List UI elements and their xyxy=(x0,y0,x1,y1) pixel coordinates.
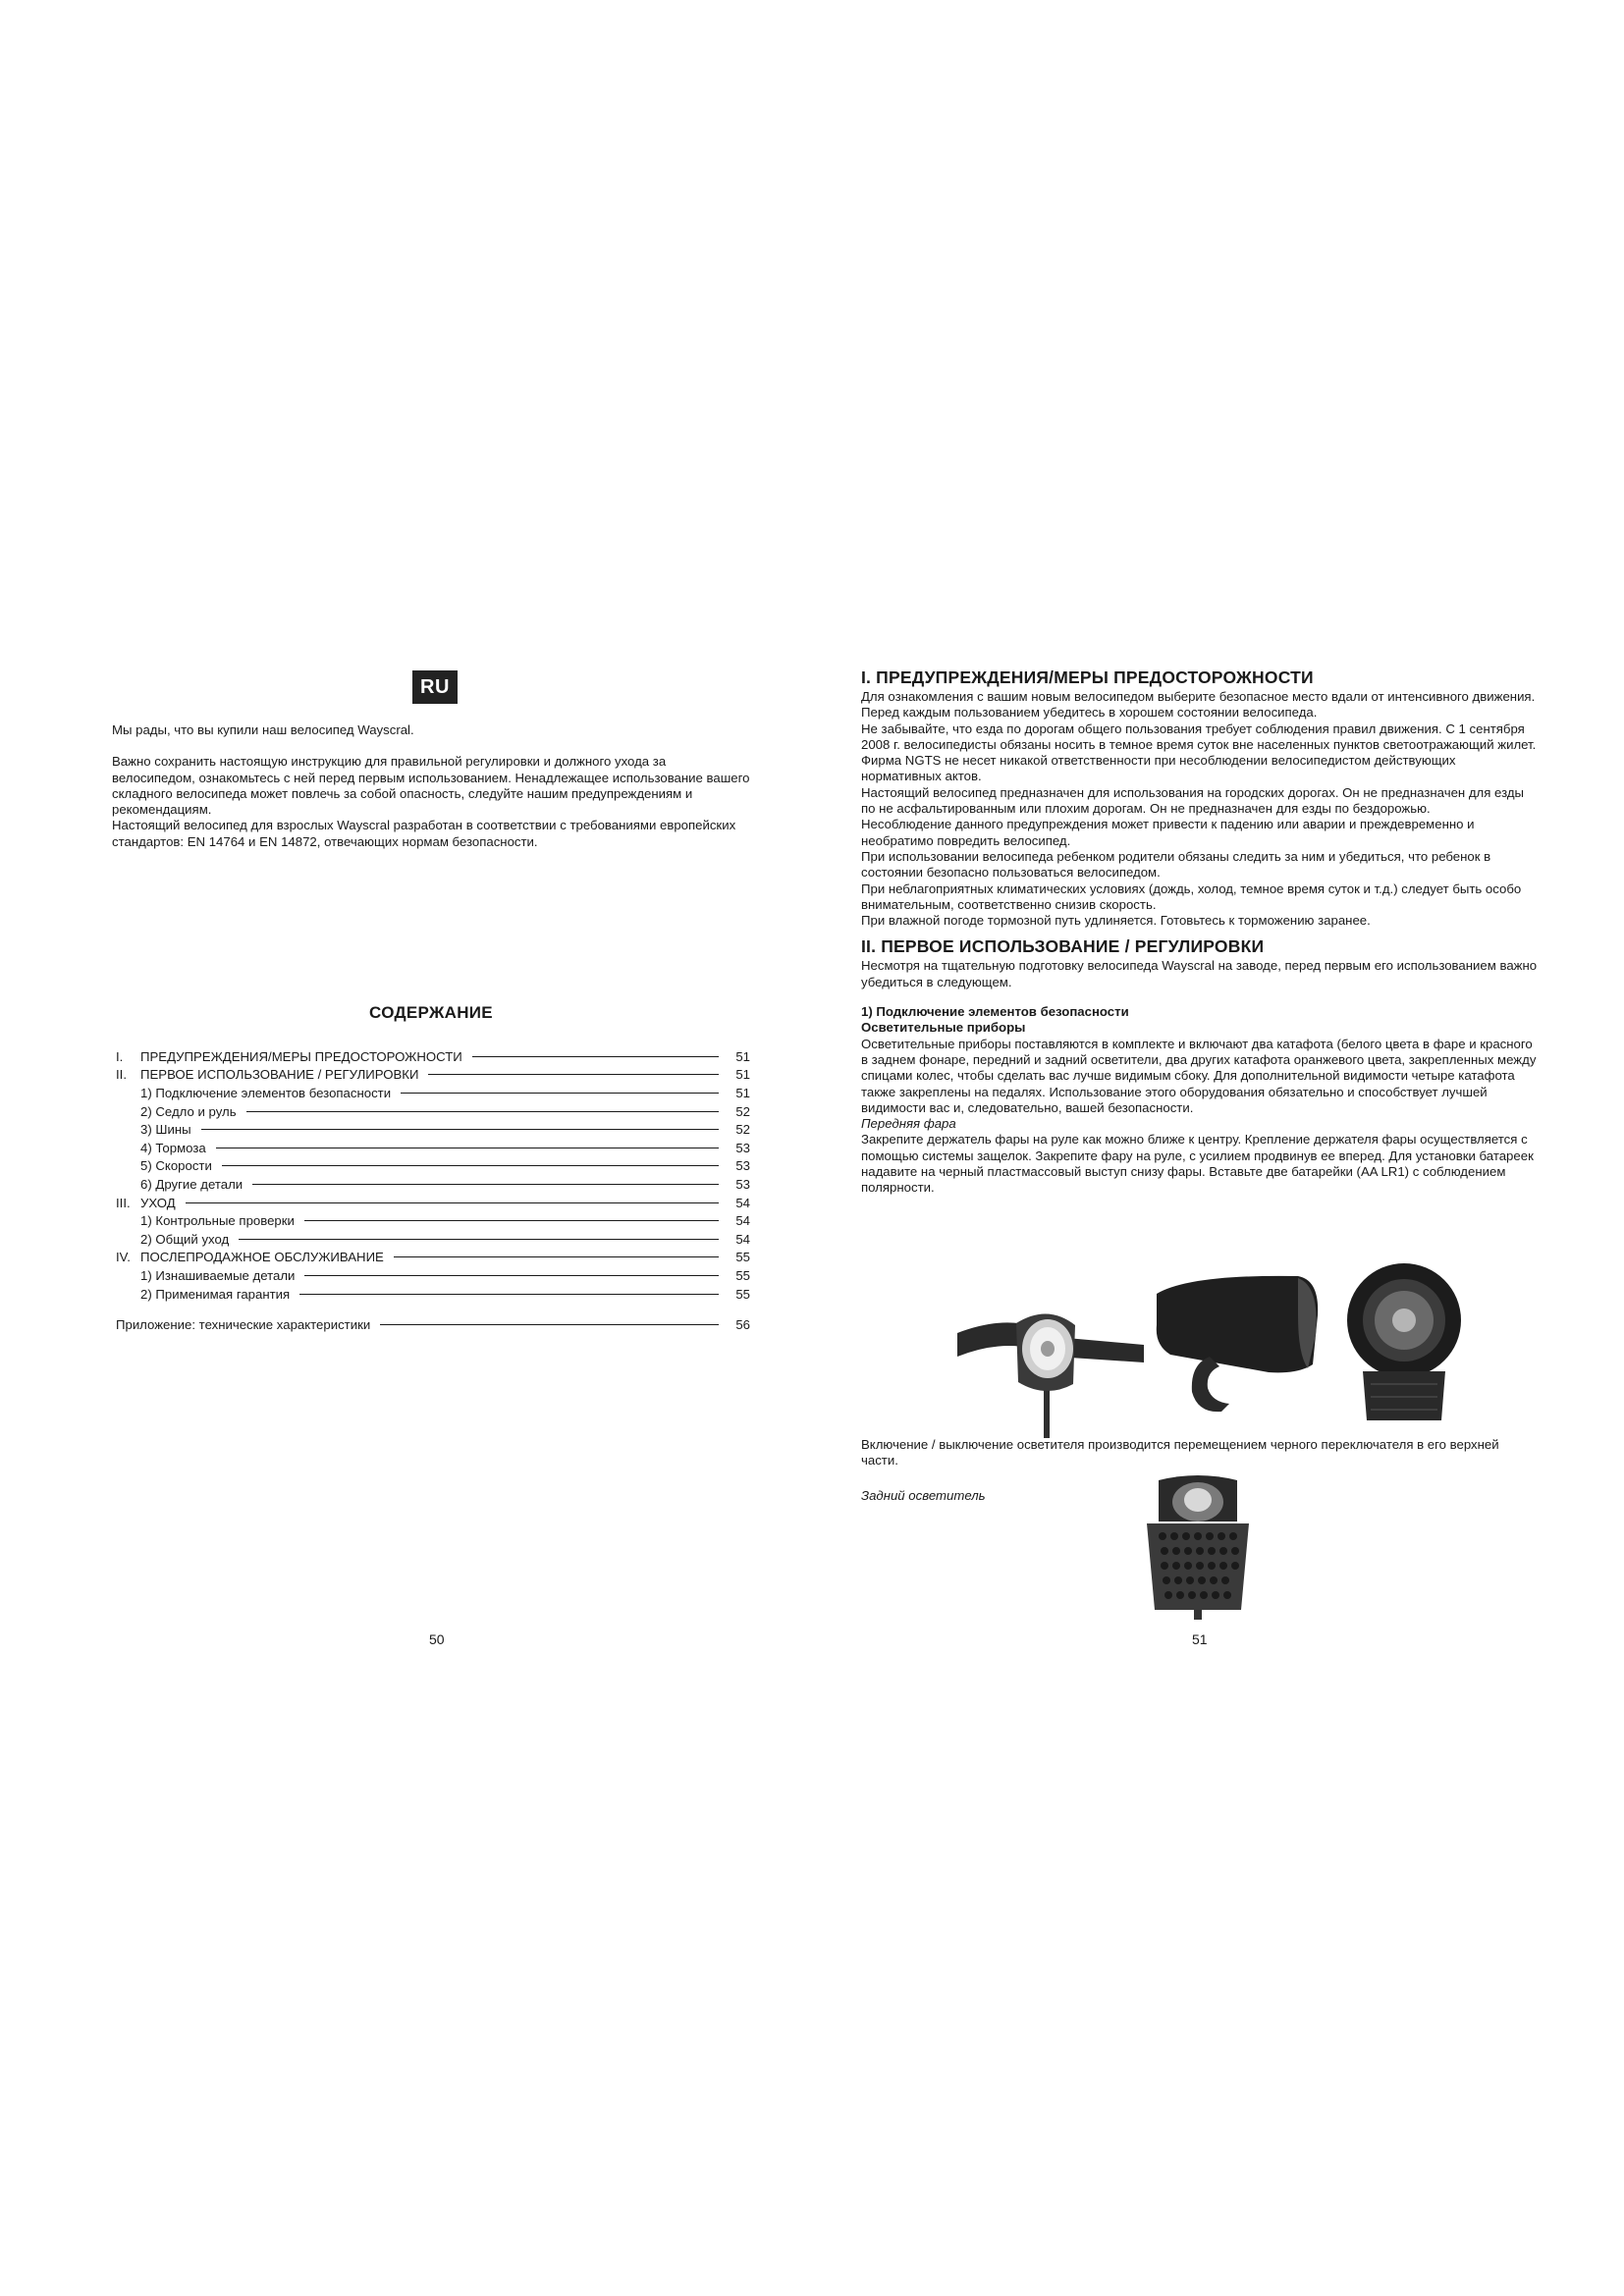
toc-entry-page: 53 xyxy=(735,1140,750,1155)
toc-entry-number: II. xyxy=(116,1067,127,1083)
toc-entry xyxy=(116,1249,750,1267)
body-paragraph: Осветительные приборы поставляются в комплекте и включают два катафота (белого цвета в фаре и красного в заднем фонаре, передний и задний осветители, два других катафота оранжевого цвета, закрепленных между спицами колес, чтобы сделать вас лучше видимым сбоку. Для дополнительной видимости четыре катафота также закреплены на педалях. Использование этого оборудования обязательно и способствует лучшей видимости вас и, следовательно, вашей безопасности. xyxy=(861,1036,1537,1115)
toc-entry-page: 54 xyxy=(735,1195,750,1210)
toc-leader-line xyxy=(252,1184,719,1185)
toc-entry xyxy=(116,1084,750,1102)
toc-entry-label: УХОД xyxy=(140,1195,176,1210)
toc-entry xyxy=(116,1120,750,1139)
intro-text xyxy=(112,722,750,850)
toc-leader-line xyxy=(428,1074,719,1075)
body-paragraph: Не забывайте, что езда по дорогам общего пользования требует соблюдения правил движения. С 1 сентября 2008 г. велосипедисты обязаны носить в темное время суток вне населенных пунктов светоотражающий жилет. Фирма NGTS не несет никакой ответственности при несоблюдении велосипедистом действующих нормативных актов. xyxy=(861,721,1537,784)
front-light-photo-front xyxy=(1335,1261,1473,1433)
switch-caption: Включение / выключение осветителя производится перемещением черного переключателя в его верхней части. xyxy=(861,1437,1499,1468)
toc-entry-label: 2) Седло и руль xyxy=(140,1103,237,1119)
body-paragraph: Несоблюдение данного предупреждения может привести к падению или аварии и преждевременно и необратимо повредить велосипед. xyxy=(861,817,1475,848)
toc-entry-page: 51 xyxy=(735,1067,750,1083)
toc-entry-label: 6) Другие детали xyxy=(140,1176,244,1192)
toc-leader-line xyxy=(246,1111,719,1112)
toc-leader-line xyxy=(472,1056,719,1057)
toc-entry xyxy=(116,1175,750,1194)
body-paragraph: Перед каждым пользованием убедитесь в хорошем состоянии велосипеда. xyxy=(861,705,1318,721)
toc-entry-label: 2) Общий уход xyxy=(140,1231,230,1247)
page-number: 51 xyxy=(1192,1631,1208,1647)
toc-entry-page: 55 xyxy=(735,1267,750,1283)
toc-entry-label: 3) Шины xyxy=(140,1122,191,1138)
body-paragraph: При использовании велосипеда ребенком родители обязаны следить за ним и убедиться, что ребенок в состоянии безопасно пользоваться велосипедом. xyxy=(861,848,1491,881)
toc-leader-line xyxy=(380,1324,719,1325)
toc-entry-label: 1) Контрольные проверки xyxy=(140,1213,295,1229)
toc-entry-label: 1) Изнашиваемые детали xyxy=(140,1267,296,1283)
front-light-label: Передняя фара xyxy=(861,1116,956,1132)
toc-leader-line xyxy=(201,1129,719,1130)
body-paragraph: Несмотря на тщательную подготовку велосипеда Wayscral на заводе, перед первым его использованием важно убедиться в следующем. xyxy=(861,958,1538,989)
toc-entry-label: 5) Скорости xyxy=(140,1158,212,1174)
toc-entry-page: 55 xyxy=(735,1286,750,1302)
toc-leader-line xyxy=(304,1220,719,1221)
toc-leader-line xyxy=(304,1275,719,1276)
body-paragraph: При влажной погоде тормозной путь удлиняется. Готовьтесь к торможению заранее. xyxy=(861,913,1371,929)
toc-entry-page: 53 xyxy=(735,1176,750,1192)
toc-entry xyxy=(116,1066,750,1085)
body-paragraph: Закрепите держатель фары на руле как можно ближе к центру. Крепление держателя фары осуществляется с помощью системы защелок. Закрепите фару на руле, с усилием продвинув ее вперед. Для установки батареек надавите на черный пластмассовый выступ снизу фары. Вставьте две батарейки (AA LR1) с соблюдением полярности. xyxy=(861,1132,1534,1196)
toc-entry-label: 2) Применимая гарантия xyxy=(140,1286,291,1302)
toc-entry xyxy=(116,1211,750,1230)
toc-entry-page: 53 xyxy=(735,1158,750,1174)
toc-entry-page: 55 xyxy=(735,1250,750,1265)
toc-entry xyxy=(116,1230,750,1249)
toc-entry-page: 56 xyxy=(735,1317,750,1333)
toc-entry xyxy=(116,1315,750,1334)
intro-paragraph: Важно сохранить настоящую инструкцию для правильной регулировки и должного ухода за велосипедом, ознакомьтесь с ней перед первым использованием. Ненадлежащее использование вашего складного велосипеда может повлечь за собой опасность, следуйте нашим предупреждениям и рекомендациям. xyxy=(112,754,750,818)
toc-leader-line xyxy=(222,1165,719,1166)
toc-entry xyxy=(116,1102,750,1121)
intro-paragraph: Настоящий велосипед для взрослых Wayscral разработан в соответствии с требованиями европейских стандартов: EN 14764 и EN 14872, отвечающих нормам безопасности. xyxy=(112,818,736,849)
table-of-contents xyxy=(116,1047,750,1334)
toc-entry xyxy=(116,1047,750,1066)
toc-entry-label: ПОСЛЕПРОДАЖНОЕ ОБСЛУЖИВАНИЕ xyxy=(140,1250,384,1265)
toc-leader-line xyxy=(394,1256,719,1257)
page-number: 50 xyxy=(429,1631,445,1647)
toc-entry-label: ПРЕДУПРЕЖДЕНИЯ/МЕРЫ ПРЕДОСТОРОЖНОСТИ xyxy=(140,1048,462,1064)
front-light-photo-side xyxy=(1151,1266,1323,1433)
toc-entry-page: 54 xyxy=(735,1213,750,1229)
toc-entry xyxy=(116,1285,750,1304)
toc-entry-label: 1) Подключение элементов безопасности xyxy=(140,1085,392,1100)
toc-entry-number: IV. xyxy=(116,1250,131,1265)
front-light-photo-handlebar xyxy=(957,1276,1144,1438)
language-badge: RU xyxy=(412,670,458,704)
toc-leader-line xyxy=(186,1202,719,1203)
toc-leader-line xyxy=(239,1239,719,1240)
toc-entry-number: III. xyxy=(116,1195,131,1210)
toc-entry xyxy=(116,1139,750,1157)
toc-entry-page: 52 xyxy=(735,1103,750,1119)
section-title: II. ПЕРВОЕ ИСПОЛЬЗОВАНИЕ / РЕГУЛИРОВКИ xyxy=(861,936,1265,957)
toc-entry-label: 4) Тормоза xyxy=(140,1140,206,1155)
toc-entry-page: 54 xyxy=(735,1231,750,1247)
toc-entry xyxy=(116,1157,750,1176)
toc-title: СОДЕРЖАНИЕ xyxy=(369,1003,493,1022)
toc-entry xyxy=(116,1194,750,1212)
toc-entry-number: I. xyxy=(116,1048,124,1064)
body-paragraph: Для ознакомления с вашим новым велосипедом выберите безопасное место вдали от интенсивного движения. xyxy=(861,689,1536,704)
toc-entry-page: 52 xyxy=(735,1122,750,1138)
subsection-title: 1) Подключение элементов безопасности xyxy=(861,1004,1129,1020)
right-page-content xyxy=(861,667,1539,1197)
toc-entry xyxy=(116,1266,750,1285)
toc-leader-line xyxy=(401,1093,719,1094)
rear-light-photo xyxy=(1139,1472,1257,1620)
section-title: I. ПРЕДУПРЕЖДЕНИЯ/МЕРЫ ПРЕДОСТОРОЖНОСТИ xyxy=(861,667,1314,687)
toc-leader-line xyxy=(299,1294,719,1295)
body-paragraph: Настоящий велосипед предназначен для использования на городских дорогах. Он не предназначен для езды по не асфальтированным или плохим дорогам. Он не предназначен для езды по бездорожью. xyxy=(861,784,1525,817)
subsection-subtitle: Осветительные приборы xyxy=(861,1020,1026,1036)
intro-paragraph: Мы рады, что вы купили наш велосипед Wayscral. xyxy=(112,722,414,737)
toc-entry-page: 51 xyxy=(735,1048,750,1064)
toc-entry-label: Приложение: технические характеристики xyxy=(116,1317,371,1333)
toc-entry-label: ПЕРВОЕ ИСПОЛЬЗОВАНИЕ / РЕГУЛИРОВКИ xyxy=(140,1067,419,1083)
body-paragraph: При неблагоприятных климатических условиях (дождь, холод, темное время суток и т.д.) следует быть особо внимательным, соответственно снизив скорость. xyxy=(861,881,1522,912)
toc-entry-page: 51 xyxy=(735,1085,750,1100)
rear-light-label: Задний осветитель xyxy=(861,1488,986,1503)
